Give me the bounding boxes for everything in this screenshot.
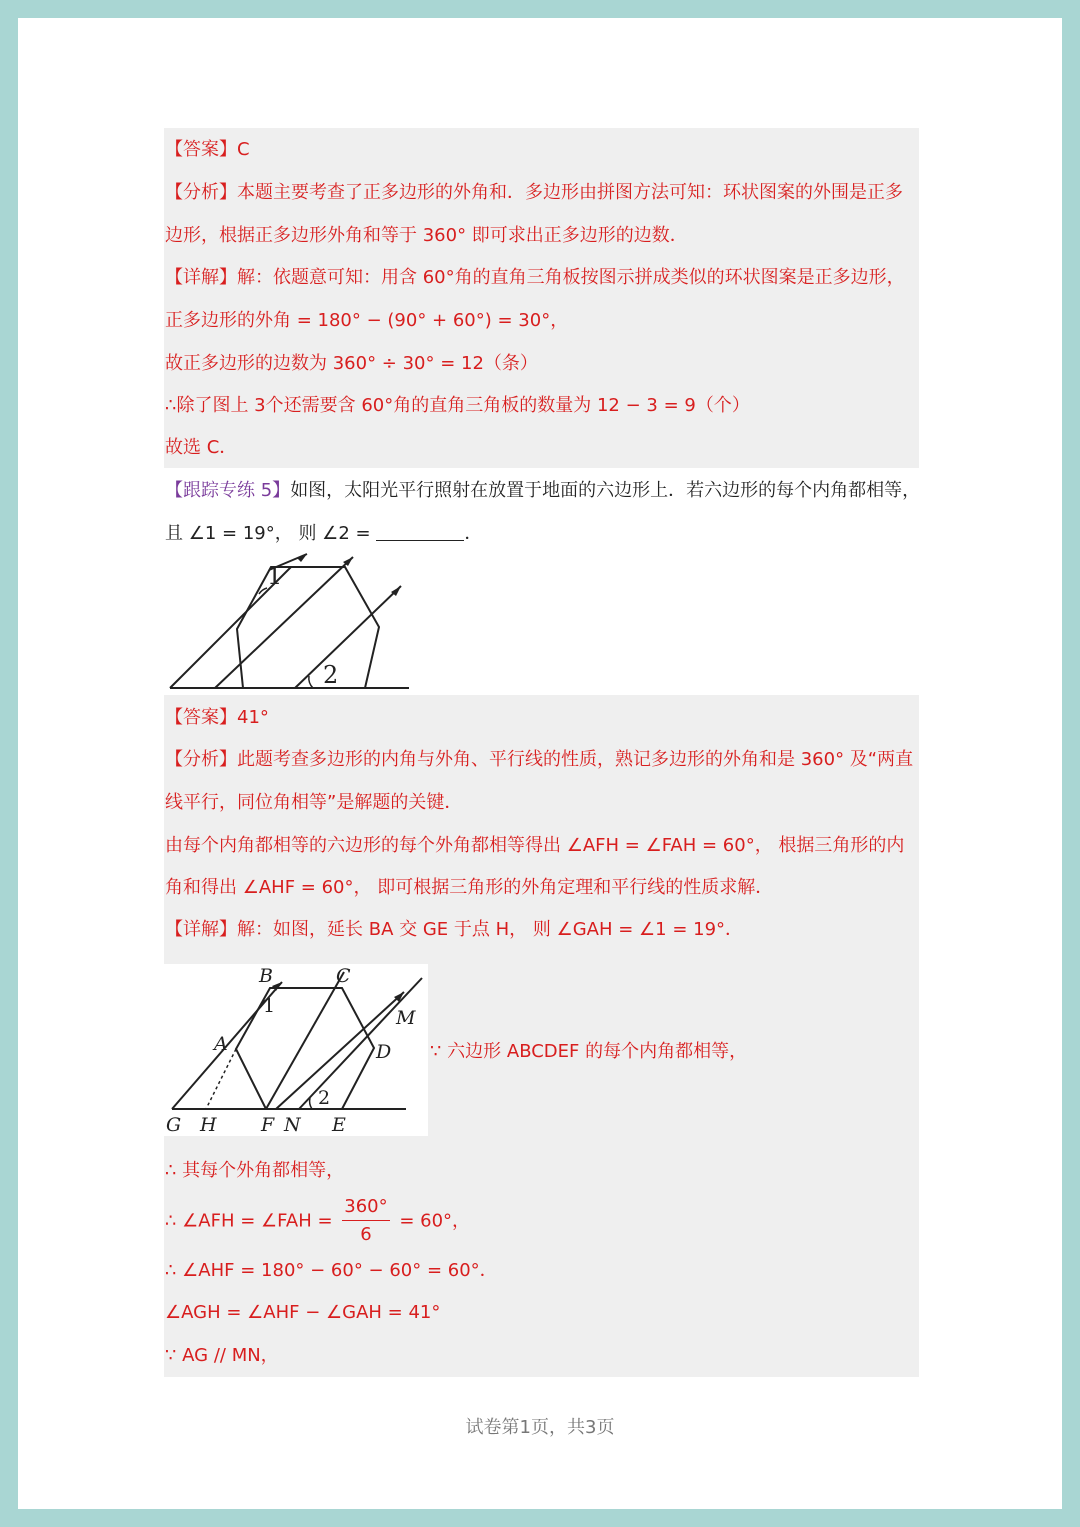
angle-1-label: 1 <box>267 562 283 590</box>
angle-2-label: 2 <box>323 661 339 689</box>
detail-1-line-2: 正多边形的外角 = 180° − (90° + 60°) = 30°， <box>165 310 569 331</box>
analysis-label: 【分析】 <box>165 182 237 203</box>
label-C: C <box>336 965 351 987</box>
figure-hexagon-sunlight <box>165 552 415 694</box>
detail-label: 【详解】 <box>165 267 237 288</box>
answer-2-line <box>165 706 269 730</box>
analysis-label: 【分析】 <box>165 749 237 770</box>
analysis-2-line-2: 线平行，同位角相等”是解题的关键． <box>165 792 463 813</box>
step-5: ∵ AG // MN， <box>165 1345 279 1366</box>
answer-blank[interactable] <box>376 524 464 541</box>
answer-value: C <box>237 139 250 160</box>
question-label: 【跟踪专练 5】 <box>165 480 291 501</box>
label-A: A <box>214 1033 228 1055</box>
sun-ray-3 <box>295 586 401 688</box>
label-F: F <box>261 1114 275 1136</box>
detail-2-line-1 <box>165 918 743 942</box>
analysis-2-line-4: 角和得出 ∠AHF = 60°， 即可根据三角形的外角定理和平行线的性质求解． <box>165 877 774 898</box>
step-2-right: = 60°， <box>393 1210 471 1232</box>
fraction <box>342 1196 389 1247</box>
label-G: G <box>166 1114 182 1136</box>
analysis-text: 此题考查多边形的内角与外角、平行线的性质，熟记多边形的外角和是 360° 及“两直 <box>237 749 914 770</box>
label-H: H <box>200 1114 217 1136</box>
detail-1-line-5: 故选 C． <box>165 437 238 458</box>
step-3: ∴ ∠AHF = 180° − 60° − 60° = 60°． <box>165 1260 498 1281</box>
detail-text: 解：依题意可知：用含 60°角的直角三角板按图示拼成类似的环状图案是正多边形， <box>237 267 905 288</box>
analysis-text: 本题主要考查了正多边形的外角和．多边形由拼图方法可知：环状图案的外围是正多 <box>237 182 903 203</box>
question-text-2a: 且 ∠1 = 19°， 则 ∠2 = <box>165 523 377 544</box>
question-text: 如图，太阳光平行照射在放置于地面的六边形上．若六边形的每个内角都相等， <box>290 480 921 501</box>
label-M: M <box>396 1007 416 1029</box>
label-E: E <box>332 1114 346 1136</box>
figure-caption: ∵ 六边形 ABCDEF 的每个内角都相等， <box>430 1041 748 1062</box>
extension-BA <box>206 1049 236 1109</box>
analysis-2-line-3: 由每个内角都相等的六边形的每个外角都相等得出 ∠AFH = ∠FAH = 60°， 根据三角形的内 <box>165 835 905 856</box>
question-line-2 <box>165 522 482 546</box>
label-D: D <box>376 1041 392 1063</box>
detail-1-line-1 <box>165 266 905 290</box>
answer-label: 【答案】 <box>165 139 237 160</box>
step-1: ∴ 其每个外角都相等， <box>165 1160 345 1181</box>
detail-text: 解：如图，延长 BA 交 GE 于点 H， 则 ∠GAH = ∠1 = 19°． <box>237 919 744 940</box>
label-N: N <box>284 1114 301 1136</box>
analysis-1-line-1 <box>165 181 903 205</box>
analysis-1-line-2: 边形，根据正多边形外角和等于 360° 即可求出正多边形的边数． <box>165 225 688 246</box>
page-footer: 试卷第1页，共3页 <box>465 1417 615 1438</box>
question-text-2b: ． <box>464 523 483 544</box>
hexagon-outline <box>236 988 374 1109</box>
detail-label: 【详解】 <box>165 919 237 940</box>
detail-1-line-3: 故正多边形的边数为 360° ÷ 30° = 12（条） <box>165 353 538 374</box>
answer-value: 41° <box>237 707 269 728</box>
angle-2-label: 2 <box>318 1087 331 1109</box>
figure-hexagon-labeled <box>164 964 428 1136</box>
answer-label: 【答案】 <box>165 707 237 728</box>
label-B: B <box>259 965 273 987</box>
answer-1-line <box>165 138 250 162</box>
step-2 <box>165 1196 470 1247</box>
fraction-numerator: 360° <box>342 1196 389 1221</box>
question-line-1 <box>165 479 920 503</box>
angle-1-label: 1 <box>263 995 276 1017</box>
step-4: ∠AGH = ∠AHF − ∠GAH = 41° <box>165 1302 441 1323</box>
detail-1-line-4: ∴除了图上 3个还需要含 60°角的直角三角板的数量为 12 − 3 = 9（个） <box>165 395 750 416</box>
step-2-left: ∴ ∠AFH = ∠FAH = <box>165 1210 339 1232</box>
analysis-2-line-1 <box>165 748 913 772</box>
fraction-denominator: 6 <box>360 1224 372 1245</box>
